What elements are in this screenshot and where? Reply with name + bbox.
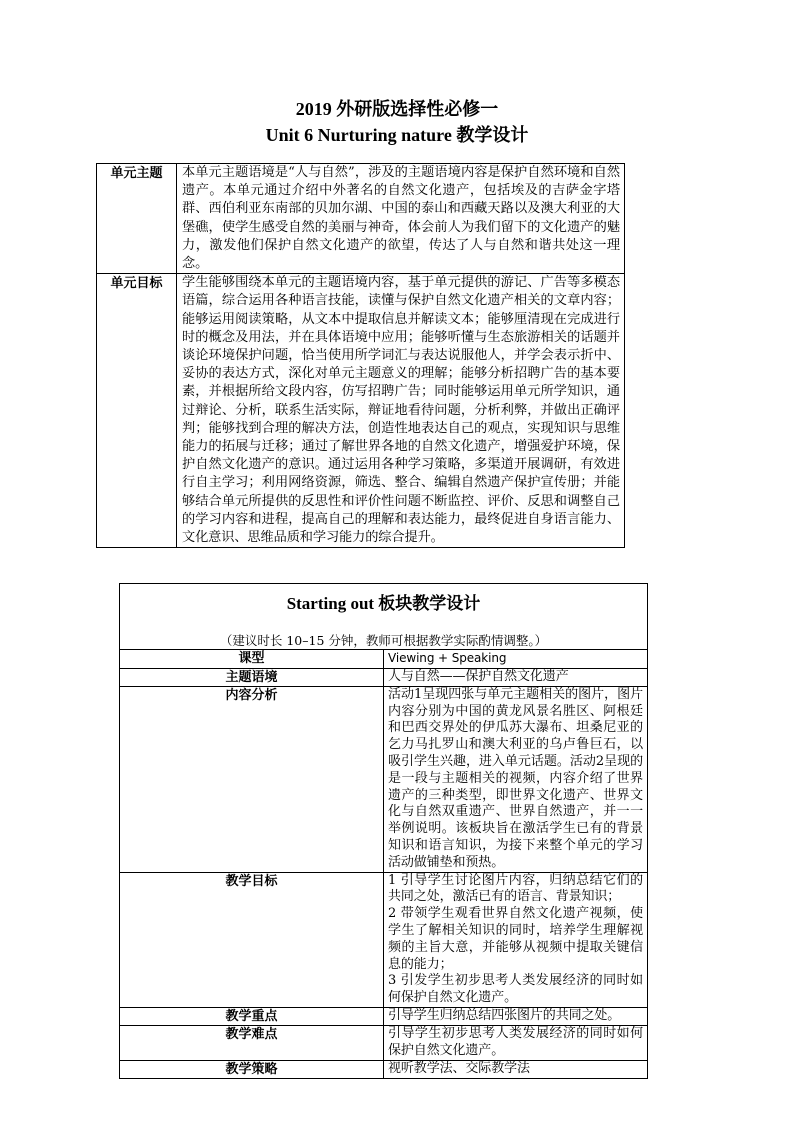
strategies-value: 视听教学法、交际教学法 — [384, 1060, 648, 1078]
unit-goals-text: 学生能够围绕本单元的主题语境内容，基于单元提供的游记、广告等多模态语篇，综合运用各种语言技能，读懂与保护自然文化遗产相关的文章内容；能够运用阅读策略，从文本中提取信息并解读文本；能够厘清现在完成进行时的概念及用法，并在具体语境中应用；能够听懂与生态旅游相关的话题并谈论环境保护问题，恰当使用所学词汇与表达说服他人，并学会表示折中、妥协的表达方式，深化对单元主题意义的理解；能够分析招聘广告的基本要素，并根据所给文段内容，仿写招聘广告；同时能够运用单元所学知识，通过辩论、分析，联系生活实际，辩证地看待问题，分析利弊，并做出正确评判；能够找到合理的解决方法，创造性地表达自己的观点，实现知识与思维能力的拓展与迁移；通过了解世界各地的自然文化遗产，增强爱护环境，保护自然文化遗产的意识。通过运用各种学习策略，多渠道开展调研，有效进行自主学习；利用网络资源，筛选、整合、编辑自然遗产保护宣传册；并能够结合单元所提供的反思性和评价性问题不断监控、评价、反思和调整自己的学习内容和进程，提高自己的理解和表达能力，最终促进自身语言能力、文化意识、思维品质和学习能力的综合提升。 — [177, 274, 625, 548]
starting-out-table — [119, 583, 648, 1079]
row-label-unit-theme: 单元主题 — [97, 164, 177, 274]
key-points-value: 引导学生归纳总结四张图片的共同之处。 — [384, 1007, 648, 1025]
teaching-goal-item: 2 带领学生观看世界自然文化遗产视频，使学生了解相关知识的同时，培养学生理解视频的主旨大意，并能够从视频中提取关键信息的能力； — [388, 906, 643, 972]
table-row — [120, 872, 648, 1007]
teaching-goals-value — [384, 872, 648, 1007]
difficulties-value: 引导学生初步思考人类发展经济的同时如何保护自然文化遗产。 — [384, 1025, 648, 1060]
table-row — [120, 1060, 648, 1078]
section-header — [120, 584, 648, 650]
teaching-goal-item: 3 引发学生初步思考人类发展经济的同时如何保护自然文化遗产。 — [388, 973, 643, 1006]
unit-theme-text: 本单元主题语境是“人与自然”，涉及的主题语境内容是保护自然环境和自然遗产。本单元通过介绍中外著名的自然文化遗产，包括埃及的吉萨金字塔群、西伯利亚东南部的贝加尔湖、中国的泰山和西藏天路以及澳大利亚的大堡礁，使学生感受自然的美丽与神奇，体会前人为我们留下的文化遗产的魅力，激发他们保护自然文化遗产的欲望，传达了人与自然和谐共处这一理念。 — [177, 164, 625, 274]
row-label-strategies: 教学策略 — [120, 1060, 384, 1078]
theme-context-value: 人与自然——保护自然文化遗产 — [384, 668, 648, 686]
table-row — [120, 668, 648, 686]
table-row — [120, 650, 648, 669]
row-label-difficulties: 教学难点 — [120, 1025, 384, 1060]
table-row — [97, 274, 625, 548]
row-label-key-points: 教学重点 — [120, 1007, 384, 1025]
row-label-unit-goals: 单元目标 — [97, 274, 177, 548]
document-subtitle: Unit 6 Nurturing nature 教学设计 — [265, 125, 529, 145]
row-label-theme-context: 主题语境 — [120, 668, 384, 686]
section-title: Starting out 板块教学设计 — [286, 594, 481, 613]
lesson-type-value — [384, 650, 648, 669]
teaching-goal-item: 1 引导学生讨论图片内容，归纳总结它们的共同之处，激活已有的语言、背景知识； — [388, 872, 643, 905]
table-row — [97, 164, 625, 274]
section-note: （建议时长 10–15 分钟，教师可根据教学实际酌情调整。） — [219, 633, 548, 648]
table-row — [120, 1025, 648, 1060]
row-label-lesson-type: 课型 — [120, 650, 384, 669]
content-analysis-value: 活动1呈现四张与单元主题相关的图片，图片内容分别为中国的黄龙风景名胜区、阿根廷和巴西交界处的伊瓜苏大瀑布、坦桑尼亚的乞力马扎罗山和澳大利亚的乌卢鲁巨石，以吸引学生兴趣，进入单元话题。活动2呈现的是一段与主题相关的视频，内容介绍了世界遗产的三种类型，即世界文化遗产、世界文化与自然双重遗产、世界自然遗产，并一一举例说明。该板块旨在激活学生已有的背景知识和语言知识，为接下来整个单元的学习活动做铺垫和预热。 — [384, 686, 648, 872]
table-row — [120, 686, 648, 872]
table-row — [120, 584, 648, 650]
row-label-content-analysis: 内容分析 — [120, 686, 384, 872]
document-title: 2019 外研版选择性必修一 — [295, 99, 499, 119]
unit-overview-table — [96, 163, 625, 548]
lesson-type-text: Viewing + Speaking — [388, 651, 507, 665]
row-label-teaching-goals: 教学目标 — [120, 872, 384, 1007]
table-row — [120, 1007, 648, 1025]
